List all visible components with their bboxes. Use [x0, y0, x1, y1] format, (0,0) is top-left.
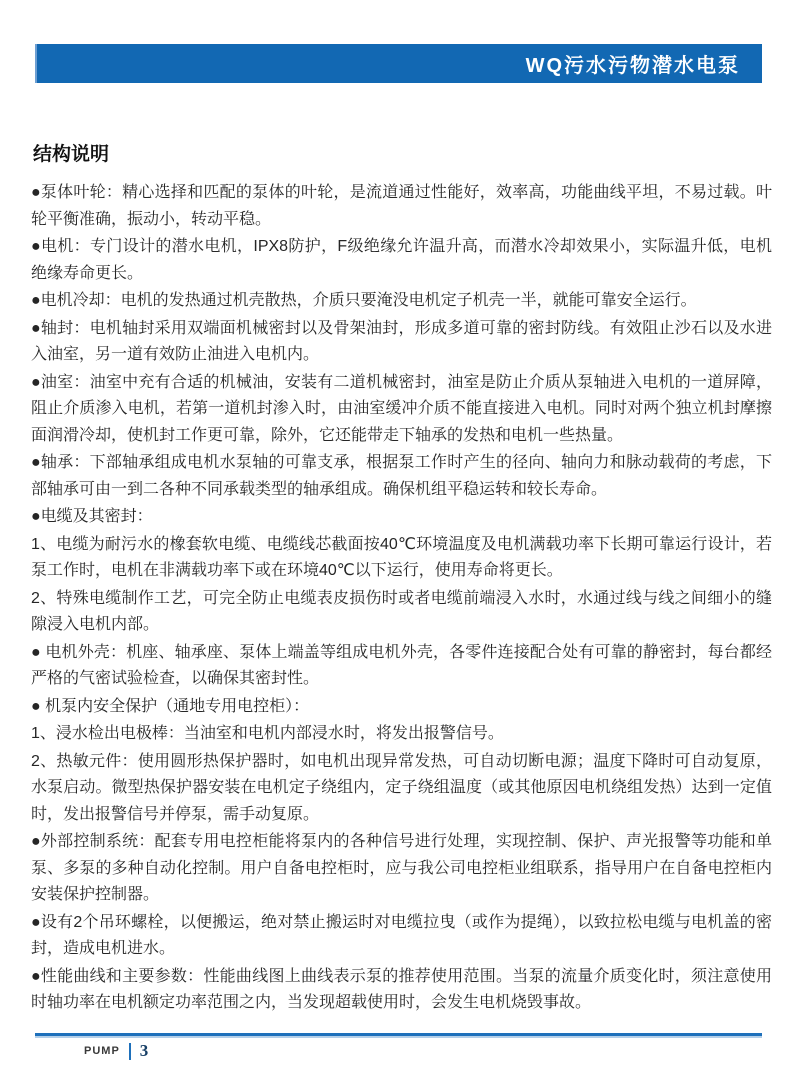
- footer-page-number: 3: [139, 1041, 149, 1060]
- section-title: 结构说明: [33, 144, 110, 165]
- footer: [84, 1041, 148, 1061]
- header-title: WQ污水污物潜水电泵: [525, 55, 740, 77]
- paragraph-cable-item-2: 2、特殊电缆制作工艺，可完全防止电缆表皮损伤时或者电缆前端浸入水时，水通过线与线之间细小的缝隙浸入电机内部。: [31, 589, 772, 633]
- paragraph-shaft-seal: ●轴封：电机轴封采用双端面机械密封以及骨架油封，形成多道可靠的密封防线。有效阻止沙石以及水进入油室，另一道有效防止油进入电机内。: [31, 319, 772, 363]
- paragraph-cable-item-1: 1、电缆为耐污水的橡套软电缆、电缆线芯截面按40℃环境温度及电机满载功率下长期可靠运行设计，若泵工作时，电机在非满载功率下或在环境40℃以下运行，使用寿命将更长。: [31, 535, 772, 579]
- header-banner: [35, 44, 762, 83]
- paragraph-safety-item-2: 2、热敏元件：使用圆形热保护器时，如电机出现异常发热，可自动切断电源；温度下降时可自动复原，水泵启动。微型热保护器安装在电机定子绕组内，定子绕组温度（或其他原因电机绕组发热）达到一定值时，发出报警信号并停泵，需手动复原。: [31, 752, 772, 823]
- paragraph-motor: ●电机：专门设计的潜水电机，IPX8防护，F级绝缘允许温升高，而潜水冷却效果小，实际温升低，电机绝缘寿命更长。: [31, 238, 772, 282]
- paragraph-safety-item-1: 1、浸水检出电极棒：当油室和电机内部浸水时，将发出报警信号。: [31, 725, 504, 742]
- paragraph-oil-chamber: ●油室：油室中充有合适的机械油，安装有二道机械密封，油室是防止介质从泵轴进入电机的一道屏障，阻止介质渗入电机，若第一道机封渗入时，由油室缓冲介质不能直接进入电机。同时对两个独立机封摩擦面润滑冷却，使机封工作更可靠，除外，它还能带走下轴承的发热和电机一些热量。: [31, 373, 772, 444]
- paragraph-motor-housing: ● 电机外壳：机座、轴承座、泵体上端盖等组成电机外壳，各零件连接配合处有可靠的静密封，每台都经严格的气密试验检查，以确保其密封性。: [31, 643, 772, 687]
- paragraph-bearing: ●轴承：下部轴承组成电机水泵轴的可靠支承，根据泵工作时产生的径向、轴向力和脉动载荷的考虑，下部轴承可由一到二各种不同承载类型的轴承组成。确保机组平稳运转和较长寿命。: [31, 454, 772, 498]
- paragraph-performance-curve: ●性能曲线和主要参数：性能曲线图上曲线表示泵的推荐使用范围。当泵的流量介质变化时，须注意使用时轴功率在电机额定功率范围之内，当发现超载使用时，会发生电机烧毁事故。: [31, 967, 772, 1011]
- paragraph-cable-seal-head: ●电缆及其密封：: [31, 508, 153, 525]
- paragraph-list: [31, 180, 772, 1017]
- paragraph-pump-impeller: ●泵体叶轮：精心选择和匹配的泵体的叶轮，是流道通过性能好，效率高，功能曲线平坦，不易过载。叶轮平衡准确，振动小，转动平稳。: [31, 184, 772, 228]
- main-content: [31, 139, 772, 1018]
- footer-rule: [35, 1033, 762, 1038]
- paragraph-external-control: ●外部控制系统：配套专用电控柜能将泵内的各种信号进行处理，实现控制、保护、声光报警等功能和单泵、多泵的多种自动化控制。用户自备电控柜时，应与我公司电控柜业组联系，指导用户在自备电控柜内安装保护控制器。: [31, 833, 772, 903]
- paragraph-safety-head: ● 机泵内安全保护（通地专用电控柜）：: [31, 697, 310, 715]
- footer-separator: [129, 1043, 131, 1060]
- paragraph-lifting-bolts: ●设有2个吊环螺栓，以便搬运，绝对禁止搬运时对电缆拉曳（或作为提绳），以致拉松电缆与电机盖的密封，造成电机进水。: [31, 913, 772, 957]
- footer-brand: PUMP: [84, 1045, 120, 1057]
- paragraph-motor-cooling: ●电机冷却：电机的发热通过机壳散热，介质只要淹没电机定子机壳一半，就能可靠安全运行。: [31, 292, 697, 309]
